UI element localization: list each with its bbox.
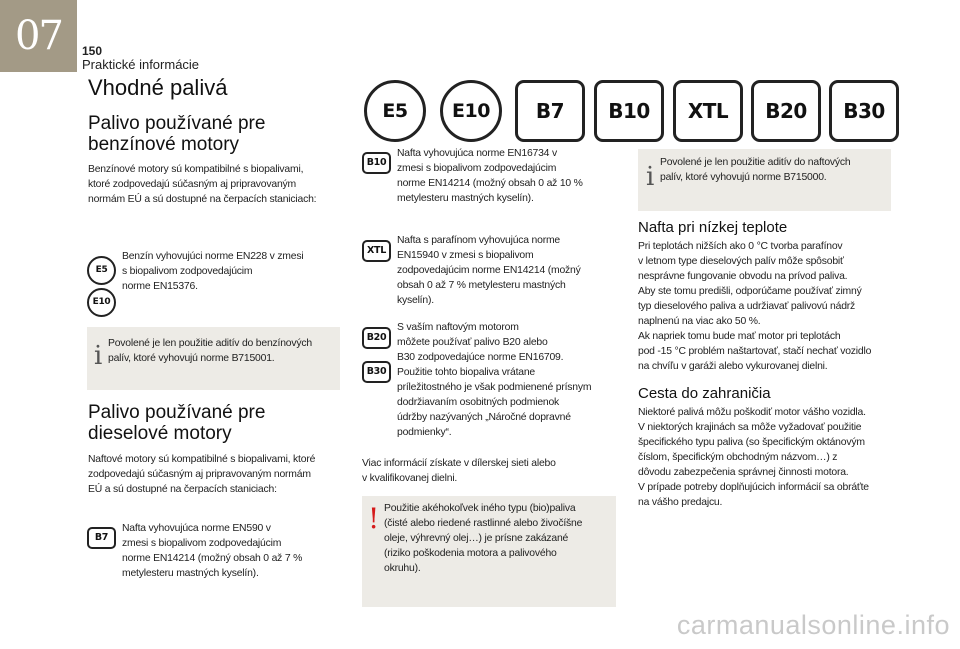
petrol-additive-note — [87, 327, 340, 390]
b10-text: Nafta vyhovujúca norme EN16734 v zmesi s biopalivom zodpovedajúcim norme EN14214 (možný obsah 0 až 10 % metylesteru mastných kyselín). — [397, 148, 583, 204]
fuel-warning-note — [362, 496, 616, 607]
fuel-badge-xtl: XTL — [362, 240, 391, 262]
abroad-text: Niektoré palivá môžu poškodiť motor vášho vozidla. V niektorých krajinách sa môže vyžadovať použitie špecifického typu paliva (so špecifickým oktánovým číslom, špecifickým obchodným názvom…) z dôvodu zabezpečenia správnej činnosti motora. V prípade potreby doplňujúcich informácií sa obráťte na vášho predajcu. — [638, 407, 869, 508]
page-number: 150 — [82, 44, 103, 58]
section-name: Praktické informácie — [82, 57, 200, 72]
fuel-badge-b30: B30 — [362, 361, 391, 383]
diesel-additive-note-text: Povolené je len použitie aditív do naftových palív, ktoré vyhovujú norme B715000. — [660, 157, 851, 183]
fuel-badge-e10: E10 — [87, 288, 116, 317]
fuel-badge-b7: B7 — [87, 527, 116, 549]
cold-weather-heading: Nafta pri nízkej teplote — [638, 219, 788, 236]
fuel-badge-b7-large: B7 — [515, 80, 585, 142]
fuel-badge-b20: B20 — [362, 327, 391, 349]
fuel-badge-xtl-large: XTL — [673, 80, 743, 142]
fuel-badge-b10: B10 — [362, 152, 391, 174]
petrol-heading: Palivo používané pre benzínové motory — [88, 113, 266, 155]
info-icon: i — [646, 162, 655, 192]
xtl-text: Nafta s parafínom vyhovujúca norme EN15940 v zmesi s biopalivom zodpovedajúcim norme EN14214 (možný obsah 0 až 7 % metylesteru mastných kyselín). — [397, 235, 581, 306]
diesel-additive-note — [638, 149, 891, 211]
page-title: Vhodné palivá — [88, 75, 228, 100]
fuel-badge-e5: E5 — [87, 256, 116, 285]
fuel-badge-b20-large: B20 — [751, 80, 821, 142]
b20-b30-text: S vaším naftovým motorom môžete používať palivo B20 alebo B30 zodpovedajúce norme EN16709. Použitie tohto biopaliva vrátane príležitostného je však podmienené prísnym dodržiavaním osobitných podmienok údržby nazývaných „Náročné dopravné podmienky“. — [397, 322, 592, 438]
info-icon: i — [94, 341, 103, 371]
chapter-tab: 07 — [0, 0, 77, 72]
petrol-additive-note-text: Povolené je len použitie aditív do benzínových palív, ktoré vyhovujú norme B715001. — [108, 338, 312, 364]
petrol-e5-e10-text: Benzín vyhovujúci norme EN228 v zmesi s biopalivom zodpovedajúcim norme EN15376. — [122, 251, 304, 292]
diesel-b7-text: Nafta vyhovujúca norme EN590 v zmesi s biopalivom zodpovedajúcim norme EN14214 (možný obsah 0 až 7 % metylesteru mastných kyselín). — [122, 523, 303, 579]
fuel-badge-e10-large: E10 — [440, 80, 502, 142]
fuel-badge-b30-large: B30 — [829, 80, 899, 142]
diesel-intro: Naftové motory sú kompatibilné s biopalivami, ktoré zodpovedajú súčasným aj pripravovaným normám EÚ a sú dostupné na čerpacích staniciach: — [88, 454, 316, 495]
petrol-intro: Benzínové motory sú kompatibilné s biopalivami, ktoré zodpovedajú súčasným aj pripravovaným normám EÚ a sú dostupné na čerpacích staniciach: — [88, 164, 317, 205]
dealer-info-text: Viac informácií získate v dílerskej sieti alebo v kvalifikovanej dielni. — [362, 458, 556, 484]
abroad-heading: Cesta do zahraničia — [638, 385, 771, 402]
watermark: carmanualsonline.info — [676, 610, 950, 640]
fuel-badge-b10-large: B10 — [594, 80, 664, 142]
fuel-badge-e5-large: E5 — [364, 80, 426, 142]
diesel-heading: Palivo používané pre dieselové motory — [88, 402, 266, 444]
warning-icon: ! — [368, 502, 380, 535]
cold-weather-text: Pri teplotách nižších ako 0 °C tvorba parafínov v letnom type dieselových palív môže spôsobiť nesprávne fungovanie obvodu na prívod paliva. Aby ste tomu predišli, odporúčame používať zimný typ dieselového paliva a udržiavať palivovú nádrž naplnenú na viac ako 50 %. Ak napriek tomu bude mať motor pri teplotách pod -15 °C problém naštartovať, stačí nechať vozidlo na chvíľu v garáži alebo vykurovanej dielni. — [638, 241, 872, 372]
fuel-warning-text: Použitie akéhokoľvek iného typu (bio)paliva (čisté alebo riedené rastlinné alebo živočíšne oleje, výhrevný olej…) je prísne zakázané (riziko poškodenia motora a palivového okruhu). — [384, 503, 583, 574]
